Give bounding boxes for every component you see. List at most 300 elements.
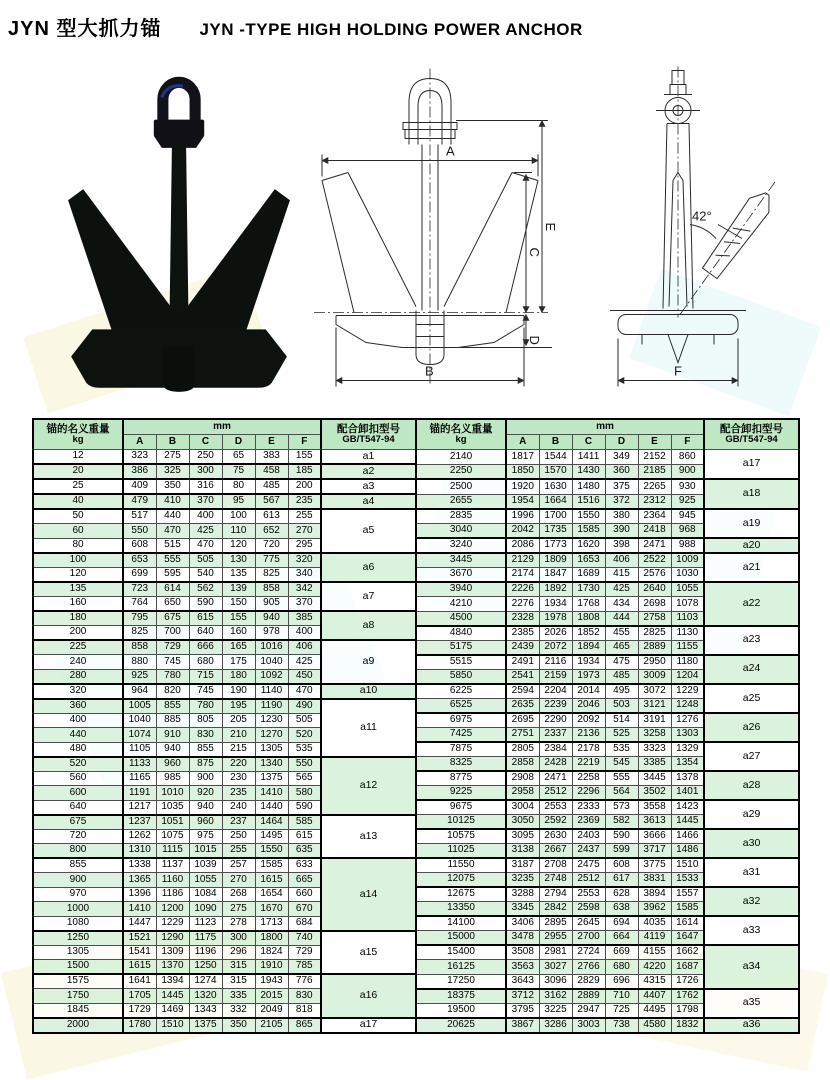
table-cell: 2258 xyxy=(572,771,605,786)
table-cell: 3286 xyxy=(539,1018,572,1033)
table-cell: 332 xyxy=(222,1003,255,1018)
table-cell: 3345 xyxy=(506,902,539,917)
table-cell: 2129 xyxy=(506,553,539,568)
table-cell: 2858 xyxy=(506,757,539,772)
table-cell: 340 xyxy=(288,568,321,583)
table-cell: 9675 xyxy=(416,800,506,815)
table-cell: 320 xyxy=(288,553,321,568)
table-cell: 440 xyxy=(33,728,123,743)
table-cell: 1084 xyxy=(189,887,222,902)
table-cell: 1469 xyxy=(156,1003,189,1018)
table-cell: 3191 xyxy=(638,713,671,728)
table-cell: 1850 xyxy=(506,464,539,479)
table-cell: 964 xyxy=(123,684,156,699)
table-row xyxy=(33,1003,799,1018)
header-dim: B xyxy=(539,435,572,450)
table-cell: 280 xyxy=(33,669,123,684)
table-row xyxy=(33,800,799,815)
table-cell: 653 xyxy=(123,553,156,568)
table-cell: 1365 xyxy=(123,873,156,888)
shackle-cell: a13 xyxy=(321,815,416,859)
table-cell: 2500 xyxy=(416,479,506,494)
table-cell: 240 xyxy=(33,655,123,670)
table-cell: 640 xyxy=(33,800,123,815)
table-cell: 1040 xyxy=(123,713,156,728)
table-cell: 608 xyxy=(123,538,156,553)
table-row xyxy=(33,786,799,801)
table-cell: 968 xyxy=(671,524,704,539)
table-row xyxy=(33,640,799,655)
table-cell: 555 xyxy=(605,771,638,786)
table-cell: 2895 xyxy=(539,916,572,931)
table-cell: 16125 xyxy=(416,960,506,975)
table-cell: 375 xyxy=(605,479,638,494)
table-cell: 3027 xyxy=(539,960,572,975)
table-cell: 858 xyxy=(123,640,156,655)
table-cell: 1735 xyxy=(539,524,572,539)
anchor-photo-image xyxy=(58,62,300,397)
table-cell: 1557 xyxy=(671,887,704,902)
table-cell: 2026 xyxy=(539,626,572,641)
table-cell: 210 xyxy=(222,728,255,743)
table-cell: 1375 xyxy=(255,771,288,786)
table-cell: 370 xyxy=(189,494,222,509)
table-row xyxy=(33,582,799,597)
table-cell: 564 xyxy=(605,786,638,801)
header-weight-unit: kg xyxy=(72,434,84,446)
table-cell: 1614 xyxy=(671,916,704,931)
table-cell: 525 xyxy=(605,728,638,743)
table-cell: 4500 xyxy=(416,611,506,626)
table-cell: 19500 xyxy=(416,1003,506,1018)
table-cell: 3225 xyxy=(539,1003,572,1018)
shackle-cell: a32 xyxy=(704,887,799,916)
table-cell: 1700 xyxy=(539,509,572,524)
table-cell: 1354 xyxy=(671,757,704,772)
table-cell: 1000 xyxy=(33,902,123,917)
table-cell: 1250 xyxy=(189,960,222,975)
table-cell: 1270 xyxy=(255,728,288,743)
table-cell: 480 xyxy=(33,742,123,757)
table-cell: 1585 xyxy=(572,524,605,539)
table-cell: 565 xyxy=(288,771,321,786)
table-cell: 1533 xyxy=(671,873,704,888)
table-cell: 3445 xyxy=(416,553,506,568)
table-cell: 2598 xyxy=(572,902,605,917)
table-cell: 1570 xyxy=(539,464,572,479)
table-cell: 13350 xyxy=(416,902,506,917)
table-cell: 2475 xyxy=(572,858,605,873)
table-cell: 139 xyxy=(222,582,255,597)
table-cell: 12075 xyxy=(416,873,506,888)
table-cell: 135 xyxy=(33,582,123,597)
table-cell: 240 xyxy=(222,800,255,815)
header-dim: A xyxy=(506,435,539,450)
table-cell: 700 xyxy=(156,626,189,641)
table-cell: 1030 xyxy=(671,568,704,583)
header-weight-unit: kg xyxy=(455,434,467,446)
table-cell: 1809 xyxy=(539,553,572,568)
table-cell: 1009 xyxy=(671,553,704,568)
table-cell: 985 xyxy=(156,771,189,786)
table-cell: 406 xyxy=(288,640,321,655)
table-cell: 8325 xyxy=(416,757,506,772)
table-cell: 1394 xyxy=(156,974,189,989)
table-cell: 1705 xyxy=(123,989,156,1004)
table-cell: 1250 xyxy=(33,931,123,946)
table-cell: 2226 xyxy=(506,582,539,597)
table-cell: 660 xyxy=(288,887,321,902)
table-cell: 1486 xyxy=(671,844,704,859)
table-row xyxy=(33,538,799,553)
table-row xyxy=(33,524,799,539)
table-cell: 110 xyxy=(222,524,255,539)
table-cell: 425 xyxy=(189,524,222,539)
table-cell: 1378 xyxy=(671,771,704,786)
table-row xyxy=(33,931,799,946)
table-cell: 1892 xyxy=(539,582,572,597)
table-cell: 535 xyxy=(605,742,638,757)
table-cell: 475 xyxy=(605,655,638,670)
table-cell: 25 xyxy=(33,479,123,494)
table-cell: 615 xyxy=(288,829,321,844)
table-cell: 2418 xyxy=(638,524,671,539)
table-cell: 3940 xyxy=(416,582,506,597)
dim-label-b: B xyxy=(425,363,434,379)
table-cell: 1423 xyxy=(671,800,704,815)
table-cell: 12675 xyxy=(416,887,506,902)
table-cell: 855 xyxy=(156,699,189,714)
table-cell: 3717 xyxy=(638,844,671,859)
table-cell: 1123 xyxy=(189,916,222,931)
table-cell: 17250 xyxy=(416,974,506,989)
table-cell: 505 xyxy=(189,553,222,568)
table-cell: 1495 xyxy=(255,829,288,844)
table-cell: 567 xyxy=(255,494,288,509)
table-cell: 2842 xyxy=(539,902,572,917)
table-cell: 680 xyxy=(605,960,638,975)
table-cell: 3040 xyxy=(416,524,506,539)
table-cell: 745 xyxy=(156,655,189,670)
table-cell: 8775 xyxy=(416,771,506,786)
table-cell: 380 xyxy=(605,509,638,524)
shackle-cell: a29 xyxy=(704,800,799,829)
header-dim: E xyxy=(255,435,288,450)
table-cell: 608 xyxy=(605,858,638,873)
table-cell: 940 xyxy=(255,611,288,626)
table-cell: 2471 xyxy=(539,771,572,786)
table-cell: 11550 xyxy=(416,858,506,873)
table-cell: 20625 xyxy=(416,1018,506,1033)
table-row xyxy=(33,655,799,670)
table-cell: 818 xyxy=(288,1003,321,1018)
table-row xyxy=(33,829,799,844)
table-cell: 4580 xyxy=(638,1018,671,1033)
table-cell: 2086 xyxy=(506,538,539,553)
table-cell: 250 xyxy=(222,829,255,844)
table-cell: 40 xyxy=(33,494,123,509)
table-cell: 3288 xyxy=(506,887,539,902)
shackle-cell: a23 xyxy=(704,626,799,655)
table-cell: 590 xyxy=(189,597,222,612)
table-cell: 15400 xyxy=(416,945,506,960)
table-cell: 1615 xyxy=(255,873,288,888)
table-row xyxy=(33,509,799,524)
table-cell: 960 xyxy=(189,815,222,830)
table-cell: 1290 xyxy=(156,931,189,946)
table-cell: 1010 xyxy=(156,786,189,801)
table-cell: 940 xyxy=(189,800,222,815)
table-cell: 1852 xyxy=(572,626,605,641)
table-cell: 725 xyxy=(605,1003,638,1018)
table-cell: 80 xyxy=(222,479,255,494)
table-cell: 555 xyxy=(156,553,189,568)
header-dim: C xyxy=(572,435,605,450)
table-cell: 1343 xyxy=(189,1003,222,1018)
shackle-cell: a26 xyxy=(704,713,799,742)
table-cell: 2204 xyxy=(539,684,572,699)
table-cell: 665 xyxy=(288,873,321,888)
table-cell: 1466 xyxy=(671,829,704,844)
table-cell: 1585 xyxy=(255,858,288,873)
table-cell: 1516 xyxy=(572,494,605,509)
table-cell: 775 xyxy=(255,553,288,568)
shackle-cell: a27 xyxy=(704,742,799,771)
table-cell: 485 xyxy=(255,479,288,494)
table-cell: 2950 xyxy=(638,655,671,670)
table-cell: 1160 xyxy=(156,873,189,888)
table-cell: 60 xyxy=(33,524,123,539)
table-cell: 275 xyxy=(156,450,189,465)
table-cell: 398 xyxy=(605,538,638,553)
table-cell: 1074 xyxy=(123,728,156,743)
table-cell: 1055 xyxy=(189,873,222,888)
table-cell: 1440 xyxy=(255,800,288,815)
table-cell: 865 xyxy=(288,1018,321,1033)
anchor-photo xyxy=(58,62,300,402)
table-cell: 1190 xyxy=(255,699,288,714)
table-cell: 1910 xyxy=(255,960,288,975)
table-row xyxy=(33,873,799,888)
table-cell: 65 xyxy=(222,450,255,465)
table-cell: 470 xyxy=(288,684,321,699)
table-cell: 1396 xyxy=(123,887,156,902)
angle-label: 42° xyxy=(692,208,712,224)
table-cell: 425 xyxy=(605,582,638,597)
table-cell: 800 xyxy=(33,844,123,859)
table-cell: 5175 xyxy=(416,640,506,655)
table-cell: 925 xyxy=(123,669,156,684)
table-cell: 562 xyxy=(189,582,222,597)
table-cell: 978 xyxy=(255,626,288,641)
table-cell: 2908 xyxy=(506,771,539,786)
table-cell: 520 xyxy=(288,728,321,743)
table-cell: 3831 xyxy=(638,873,671,888)
table-cell: 2748 xyxy=(539,873,572,888)
table-cell: 3795 xyxy=(506,1003,539,1018)
table-cell: 3867 xyxy=(506,1018,539,1033)
table-cell: 220 xyxy=(222,757,255,772)
anchor-spec-table xyxy=(32,418,800,1034)
table-cell: 650 xyxy=(156,597,189,612)
header-weight-left xyxy=(33,419,123,450)
table-cell: 2140 xyxy=(416,450,506,465)
table-cell: 10575 xyxy=(416,829,506,844)
table-cell: 590 xyxy=(605,829,638,844)
table-cell: 503 xyxy=(605,699,638,714)
table-cell: 1615 xyxy=(123,960,156,975)
table-cell: 1016 xyxy=(255,640,288,655)
table-cell: 10125 xyxy=(416,815,506,830)
table-cell: 720 xyxy=(255,538,288,553)
table-cell: 1133 xyxy=(123,757,156,772)
table-cell: 135 xyxy=(222,568,255,583)
table-cell: 3670 xyxy=(416,568,506,583)
shackle-cell: a35 xyxy=(704,989,799,1018)
table-cell: 1005 xyxy=(123,699,156,714)
table-cell: 155 xyxy=(288,450,321,465)
dim-label-c: C xyxy=(527,247,542,257)
table-cell: 3240 xyxy=(416,538,506,553)
table-cell: 1664 xyxy=(539,494,572,509)
table-cell: 1309 xyxy=(156,945,189,960)
table-cell: 1375 xyxy=(189,1018,222,1033)
table-header xyxy=(33,419,799,450)
table-cell: 1978 xyxy=(539,611,572,626)
table-row xyxy=(33,887,799,902)
table-cell: 2553 xyxy=(539,800,572,815)
table-cell: 855 xyxy=(33,858,123,873)
header-mm-left: mm xyxy=(123,419,321,435)
table-row xyxy=(33,771,799,786)
table-row xyxy=(33,684,799,699)
table-cell: 2219 xyxy=(572,757,605,772)
table-cell: 2296 xyxy=(572,786,605,801)
table-cell: 278 xyxy=(222,916,255,931)
table-cell: 2630 xyxy=(539,829,572,844)
table-cell: 830 xyxy=(288,989,321,1004)
shackle-cell: a36 xyxy=(704,1018,799,1033)
table-cell: 1035 xyxy=(156,800,189,815)
table-row xyxy=(33,989,799,1004)
table-cell: 1204 xyxy=(671,669,704,684)
shackle-cell: a8 xyxy=(321,611,416,640)
table-cell: 20 xyxy=(33,464,123,479)
table-cell: 1934 xyxy=(539,597,572,612)
table-cell: 2239 xyxy=(539,699,572,714)
shackle-cell: a1 xyxy=(321,450,416,465)
table-cell: 3187 xyxy=(506,858,539,873)
header-shackle-std: GB/T547-94 xyxy=(725,434,778,446)
table-cell: 670 xyxy=(288,902,321,917)
table-cell: 1401 xyxy=(671,786,704,801)
table-cell: 270 xyxy=(288,524,321,539)
table-cell: 1155 xyxy=(671,640,704,655)
table-cell: 3095 xyxy=(506,829,539,844)
anchor-table-body xyxy=(33,450,799,1033)
table-cell: 425 xyxy=(288,655,321,670)
table-cell: 255 xyxy=(288,509,321,524)
table-cell: 185 xyxy=(288,464,321,479)
table-cell: 205 xyxy=(222,713,255,728)
table-cell: 1996 xyxy=(506,509,539,524)
table-cell: 520 xyxy=(33,757,123,772)
shackle-cell: a19 xyxy=(704,509,799,538)
table-cell: 1773 xyxy=(539,538,572,553)
table-cell: 2640 xyxy=(638,582,671,597)
header-weight-zh: 锚的名义重量 xyxy=(429,423,493,435)
table-cell: 2829 xyxy=(572,974,605,989)
table-cell: 1480 xyxy=(572,479,605,494)
table-cell: 723 xyxy=(123,582,156,597)
table-cell: 4119 xyxy=(638,931,671,946)
header-dim: B xyxy=(156,435,189,450)
table-cell: 1510 xyxy=(671,858,704,873)
table-cell: 1410 xyxy=(255,786,288,801)
table-cell: 3613 xyxy=(638,815,671,830)
table-cell: 3643 xyxy=(506,974,539,989)
table-cell: 6525 xyxy=(416,699,506,714)
table-cell: 595 xyxy=(156,568,189,583)
table-row xyxy=(33,450,799,465)
table-cell: 1920 xyxy=(506,479,539,494)
table-cell: 315 xyxy=(222,974,255,989)
table-cell: 920 xyxy=(189,786,222,801)
table-cell: 255 xyxy=(222,844,255,859)
table-cell: 1130 xyxy=(671,626,704,641)
table-cell: 100 xyxy=(33,553,123,568)
table-row xyxy=(33,713,799,728)
table-cell: 2724 xyxy=(572,945,605,960)
header-dim: C xyxy=(189,435,222,450)
table-cell: 2491 xyxy=(506,655,539,670)
table-cell: 80 xyxy=(33,538,123,553)
table-cell: 2403 xyxy=(572,829,605,844)
table-cell: 652 xyxy=(255,524,288,539)
table-cell: 150 xyxy=(222,597,255,612)
table-cell: 3894 xyxy=(638,887,671,902)
table-cell: 696 xyxy=(605,974,638,989)
table-cell: 780 xyxy=(156,669,189,684)
header-weight-zh: 锚的名义重量 xyxy=(46,423,110,435)
table-cell: 1338 xyxy=(123,858,156,873)
table-cell: 745 xyxy=(189,684,222,699)
table-cell: 1217 xyxy=(123,800,156,815)
table-cell: 1729 xyxy=(123,1003,156,1018)
table-cell: 320 xyxy=(33,684,123,699)
table-cell: 215 xyxy=(222,742,255,757)
table-cell: 180 xyxy=(222,669,255,684)
table-cell: 2384 xyxy=(539,742,572,757)
table-cell: 1078 xyxy=(671,597,704,612)
table-cell: 675 xyxy=(156,611,189,626)
header-weight-right xyxy=(416,419,506,450)
table-cell: 268 xyxy=(222,887,255,902)
table-cell: 930 xyxy=(671,479,704,494)
shackle-cell: a11 xyxy=(321,699,416,757)
table-cell: 1186 xyxy=(156,887,189,902)
table-cell: 2553 xyxy=(572,887,605,902)
table-cell: 1689 xyxy=(572,568,605,583)
table-cell: 1229 xyxy=(671,684,704,699)
table-cell: 180 xyxy=(33,611,123,626)
table-cell: 2751 xyxy=(506,728,539,743)
header-dim: F xyxy=(671,435,704,450)
table-cell: 7425 xyxy=(416,728,506,743)
shackle-cell: a33 xyxy=(704,916,799,945)
table-cell: 2136 xyxy=(572,728,605,743)
table-cell: 295 xyxy=(288,538,321,553)
